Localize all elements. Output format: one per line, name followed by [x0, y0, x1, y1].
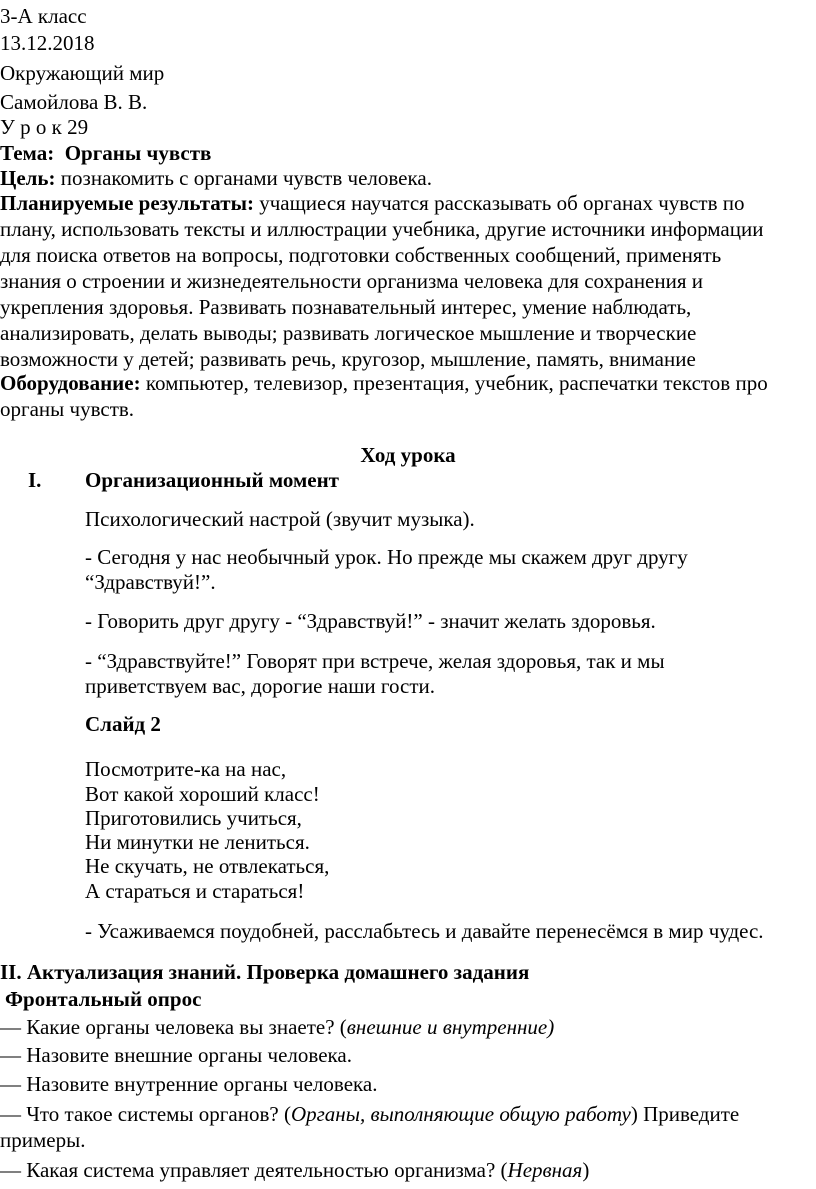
- poem-line: Посмотрите-ка на нас,: [85, 757, 287, 781]
- goal-value: познакомить с органами чувств человека.: [60, 166, 432, 190]
- equipment-text-1: компьютер, телевизор, презентация, учебник, распечатки текстов про: [145, 371, 768, 395]
- paragraph3-line1: - “Здравствуйте!” Говорят при встрече, желая здоровья, так и мы: [85, 649, 665, 673]
- paragraph1-line2: “Здравствуй!”.: [85, 570, 216, 594]
- theme-value: Органы чувств: [64, 141, 212, 165]
- equipment-line-2: органы чувств.: [0, 397, 135, 421]
- results-line-4: знания о строении и жизнедеятельности организма человека для сохранения и: [0, 269, 703, 293]
- results-line-2: плану, использовать тексты и иллюстрации учебника, другие источники информации: [0, 217, 764, 241]
- poem-line: А стараться и стараться!: [85, 879, 305, 903]
- mood-line: Психологический настрой (звучит музыка).: [85, 507, 475, 531]
- paragraph1-line1: - Сегодня у нас необычный урок. Но прежде мы скажем друг другу: [85, 545, 688, 569]
- date-line: 13.12.2018: [0, 31, 95, 55]
- frontal-heading: Фронтальный опрос: [5, 987, 202, 1011]
- poem-line: Не скучать, не отвлекаться,: [85, 854, 330, 878]
- results-line-5: укрепления здоровья. Развивать познавательный интерес, умение наблюдать,: [0, 295, 692, 319]
- question-4-answer: Органы, выполняющие общую работу: [290, 1102, 631, 1126]
- section1-title: Организационный момент: [85, 468, 339, 492]
- results-line-6: анализировать, делать выводы; развивать логическое мышление и творческие: [0, 321, 697, 345]
- question-5-answer: Нервная: [507, 1158, 583, 1182]
- paragraph4: - Усаживаемся поудобней, расслабьтесь и давайте перенесёмся в мир чудес.: [85, 919, 764, 943]
- results-line-7: возможности у детей; развивать речь, кругозор, мышление, память, внимание: [0, 347, 696, 371]
- equipment-line-1: [0, 370, 768, 397]
- question-5-text: — Какая система управляет деятельностью организма? (: [0, 1158, 508, 1182]
- subject-line: Окружающий мир: [0, 61, 165, 85]
- results-label: Планируемые результаты:: [0, 191, 254, 215]
- question-1-answer: внешние и внутренние): [346, 1015, 555, 1039]
- theme-label: Тема:: [0, 141, 55, 165]
- question-4-line2: примеры.: [0, 1128, 86, 1152]
- poem-line: Приготовились учиться,: [85, 806, 302, 830]
- section1-number: I.: [28, 468, 42, 492]
- question-1: [0, 1014, 554, 1041]
- paragraph2: - Говорить друг другу - “Здравствуй!” - значит желать здоровья.: [85, 609, 656, 633]
- results-text-1: учащиеся научатся рассказывать об органах чувств по: [259, 191, 745, 215]
- question-3: — Назовите внутренние органы человека.: [0, 1072, 378, 1096]
- poem-line: Ни минутки не лениться.: [85, 830, 310, 854]
- theme-line: [0, 140, 211, 167]
- question-4-text: — Что такое системы органов? (: [0, 1102, 291, 1126]
- goal-line: [0, 165, 432, 192]
- slide-label: Слайд 2: [85, 712, 161, 736]
- question-4-line1: [0, 1101, 739, 1128]
- results-line-1: [0, 190, 745, 217]
- question-1-text: — Какие органы человека вы знаете? (: [0, 1015, 347, 1039]
- goal-label: Цель:: [0, 166, 56, 190]
- results-line-3: для поиска ответов на вопросы, подготовки собственных сообщений, применять: [0, 243, 722, 267]
- question-4-after: ) Приведите: [630, 1102, 740, 1126]
- question-5: [0, 1157, 589, 1184]
- section2-title: II. Актуализация знаний. Проверка домашнего задания: [0, 960, 530, 984]
- teacher-line: Самойлова В. В.: [0, 90, 148, 114]
- question-5-after: ): [582, 1158, 590, 1182]
- poem-line: Вот какой хороший класс!: [85, 782, 320, 806]
- equipment-label: Оборудование:: [0, 371, 141, 395]
- paragraph3-line2: приветствуем вас, дорогие наши гости.: [85, 674, 436, 698]
- lesson-number: У р о к 29: [0, 115, 89, 139]
- question-2: — Назовите внешние органы человека.: [0, 1043, 352, 1067]
- lesson-heading: Ход урока: [360, 443, 456, 467]
- class-line: 3-А класс: [0, 4, 87, 28]
